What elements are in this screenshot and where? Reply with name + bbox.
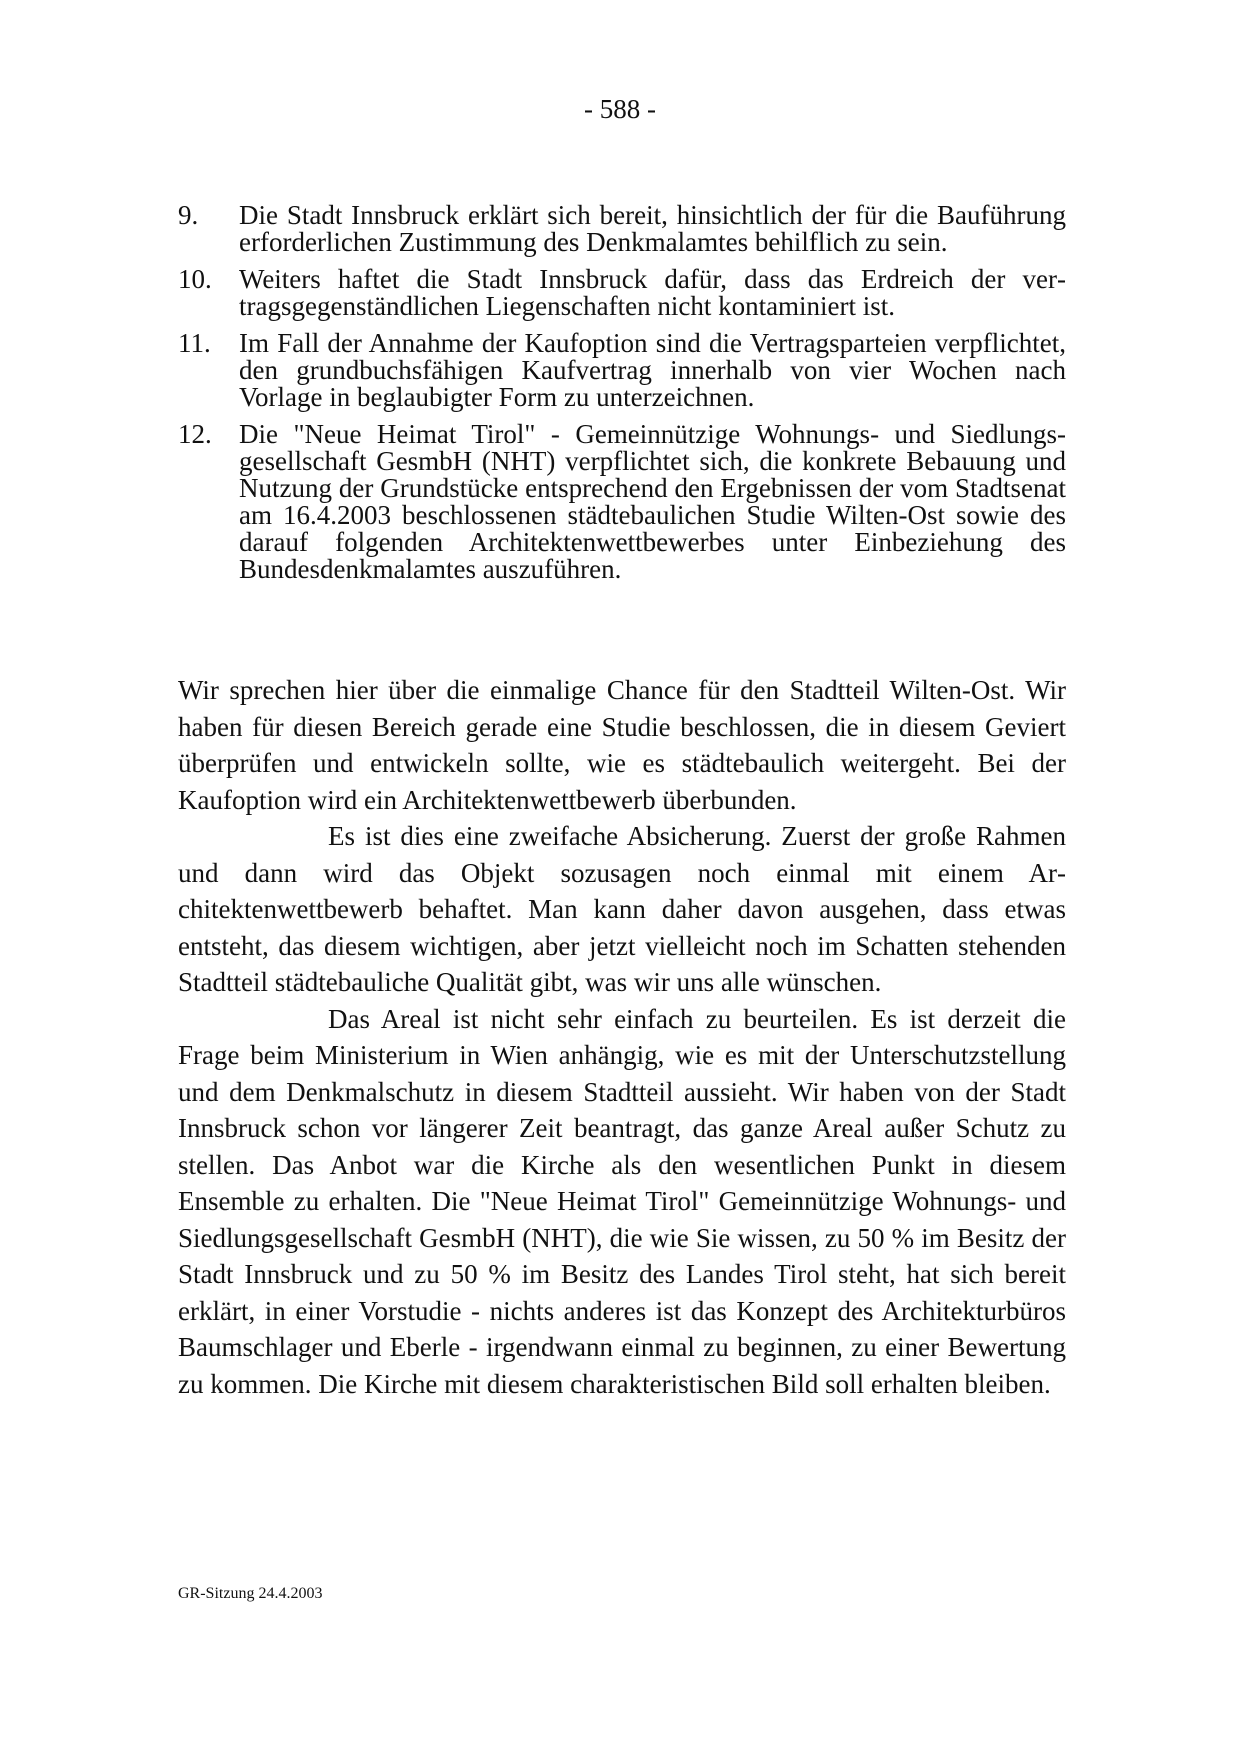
list-item-text: Weiters haftet die Stadt Innsbruck dafür, dass das Erdreich der vertragsgegenständlichen Liegenschaften nicht kontaminiert ist. — [239, 264, 1066, 321]
list-item — [178, 330, 1066, 411]
list-item-text: Im Fall der Annahme der Kaufoption sind die Vertragsparteien verpflichtet, den grundbuchsfähigen Kaufvertrag innerhalb von vier Wochen nach Vorlage in beglaubigter Form zu unterzeichnen. — [239, 328, 1066, 412]
list-item — [178, 202, 1066, 256]
list-item-text: Die "Neue Heimat Tirol" - Gemeinnützige Wohnungs- und Siedlungsgesellschaft GesmbH (NHT) verpflichtet sich, die konkrete Bebauung und Nutzung der Grundstücke entsprechend den Ergebnissen der vom Stadtsenat am 16.4.2003 beschlossenen städtebaulichen Studie Wilten-Ost sowie des darauf folgenden Architektenwettbewerbes unter Einbeziehung des Bundesdenkmalamtes auszuführen. — [239, 419, 1066, 584]
footer-session-date: GR-Sitzung 24.4.2003 — [178, 1585, 323, 1602]
paragraph: Es ist dies eine zweifache Absicherung. Zuerst der große Rahmen und dann wird das Objekt sozusagen noch einmal mit einem Architektenwettbewerb behaftet. Man kann daher davon ausgehen, dass etwas entsteht, das diesem wichtigen, aber jetzt vielleicht noch im Schatten stehenden Stadtteil städtebauliche Qualität gibt, was wir uns alle wünschen. — [178, 821, 1066, 997]
paragraph: Wir sprechen hier über die einmalige Chance für den Stadtteil Wilten-Ost. Wir haben für diesen Bereich gerade eine Studie beschlossen, die in diesem Geviert überprüfen und entwickeln sollte, wie es städtebaulich weitergeht. Bei der Kaufoption wird ein Architektenwettbewerb überbunden. — [178, 675, 1066, 815]
list-item — [178, 421, 1066, 583]
list-item-number: 11. — [178, 328, 211, 358]
list-item-number: 9. — [178, 200, 199, 230]
list-item-text: Die Stadt Innsbruck erklärt sich bereit, hinsichtlich der für die Bauführung erforderlichen Zustimmung des Denkmalamtes behilflich zu sein. — [239, 200, 1066, 257]
list-item — [178, 266, 1066, 320]
page-number: - 588 - — [584, 94, 656, 124]
list-item-number: 12. — [178, 419, 212, 449]
list-item-number: 10. — [178, 264, 212, 294]
paragraph: Das Areal ist nicht sehr einfach zu beurteilen. Es ist derzeit die Frage beim Ministerium in Wien anhängig, wie es mit der Unterschutzstellung und dem Denkmalschutz in diesem Stadtteil aussieht. Wir haben von der Stadt Innsbruck schon vor längerer Zeit beantragt, das ganze Areal außer Schutz zu stellen. Das Anbot war die Kirche als den wesentlichen Punkt in diesem Ensemble zu erhalten. Die "Neue Heimat Tirol" Gemeinnützige Wohnungs- und Siedlungsgesellschaft GesmbH (NHT), die wie Sie wissen, zu 50 % im Besitz der Stadt Innsbruck und zu 50 % im Besitz des Landes Tirol steht, hat sich bereit erklärt, in einer Vorstudie - nichts anderes ist das Konzept des Architekturbüros Baumschlager und Eberle - irgendwann einmal zu beginnen, zu einer Bewertung zu kommen. Die Kirche mit diesem charakteristischen Bild soll erhalten bleiben. — [178, 1003, 1066, 1399]
numbered-list — [178, 202, 1066, 593]
body-text — [178, 672, 1066, 1402]
